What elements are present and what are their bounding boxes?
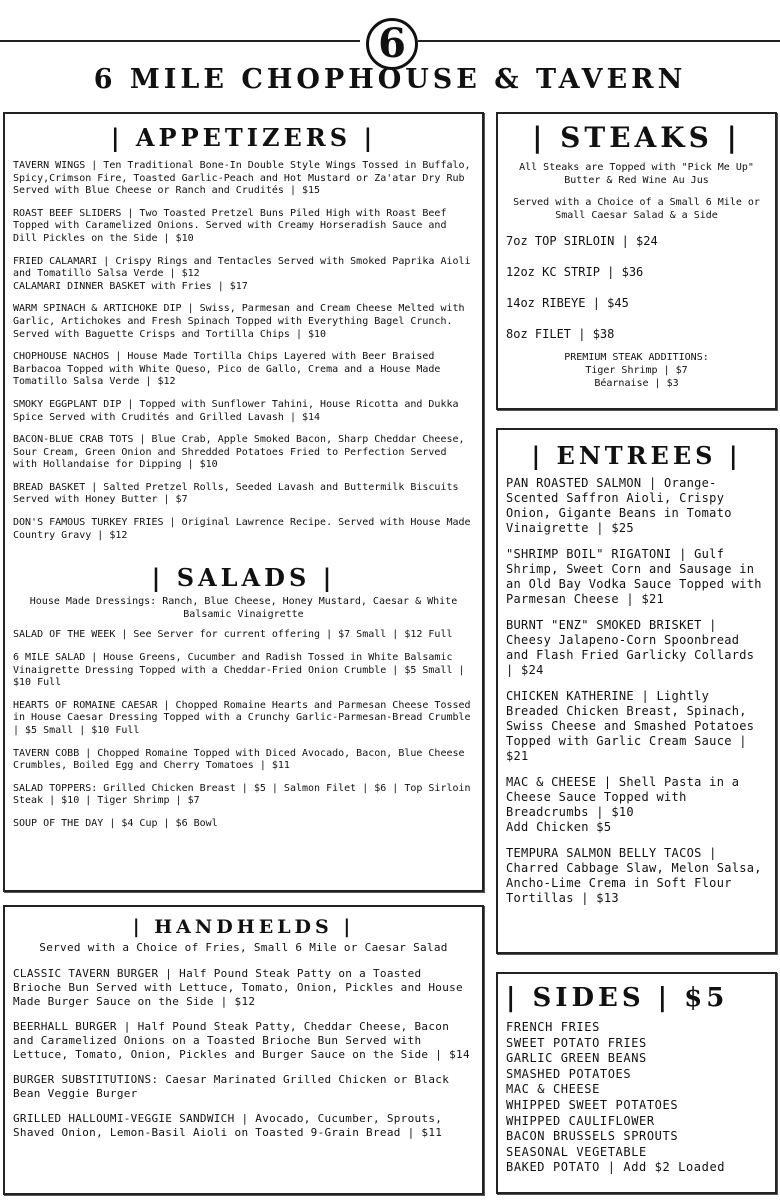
header-rule-right bbox=[418, 40, 780, 42]
handhelds-subtitle: Served with a Choice of Fries, Small 6 Mile or Caesar Salad bbox=[39, 941, 448, 954]
menu-item: SOUP OF THE DAY | $4 Cup | $6 Bowl bbox=[13, 817, 218, 829]
side-item: SEASONAL VEGETABLE bbox=[506, 1144, 647, 1159]
entrees-section bbox=[496, 428, 777, 954]
menu-item: TEMPURA SALMON BELLY TACOS | Charred Cabbage Slaw, Melon Salsa, Ancho-Lime Crema in Soft Flour Tortillas | $13 bbox=[506, 846, 762, 905]
menu-item: 6 MILE SALAD | House Greens, Cucumber and Radish Tossed in White Balsamic Vinaigrette Dressing Topped with a Cheddar-Fried Onion Crumble | $5 Small | $10 Full bbox=[13, 652, 465, 689]
steak-item: 7oz TOP SIRLOIN | $24 bbox=[506, 234, 658, 249]
menu-item: "SHRIMP BOIL" RIGATONI | Gulf Shrimp, Sweet Corn and Sausage in an Old Bay Vodka Sauce Topped with Parmesan Cheese | $21 bbox=[506, 547, 762, 606]
handhelds-section bbox=[3, 905, 484, 1195]
menu-item: Add Chicken $5 bbox=[506, 820, 612, 834]
menu-item: BREAD BASKET | Salted Pretzel Rolls, Seeded Lavash and Buttermilk Biscuits Served with Honey Butter | $7 bbox=[13, 481, 459, 506]
menu-item: SALAD OF THE WEEK | See Server for current offering | $7 Small | $12 Full bbox=[13, 629, 453, 641]
menu-item: BURGER SUBSTITUTIONS: Caesar Marinated Grilled Chicken or Black Bean Veggie Burger bbox=[13, 1073, 450, 1100]
menu-item: ROAST BEEF SLIDERS | Two Toasted Pretzel Buns Piled High with Roast Beef Topped with Caramelized Onions. Served with Creamy Horseradish Sauce and Dill Pickles on the Side | $10 bbox=[13, 207, 447, 244]
menu-item: TAVERN COBB | Chopped Romaine Topped with Diced Avocado, Bacon, Blue Cheese Crumbles, Boiled Egg and Cherry Tomatoes | $11 bbox=[13, 747, 465, 772]
salads-title: | SALADS | bbox=[151, 563, 336, 593]
steak-item: 14oz RIBEYE | $45 bbox=[506, 296, 629, 311]
menu-item: CHICKEN KATHERINE | Lightly Breaded Chicken Breast, Spinach, Swiss Cheese and Smashed Potatoes Topped with Garlic Cream Sauce | $21 bbox=[506, 689, 755, 763]
restaurant-title: 6 MILE CHOPHOUSE & TAVERN bbox=[93, 64, 687, 95]
menu-header bbox=[0, 0, 780, 110]
salad-dressings-note: House Made Dressings: Ranch, Blue Cheese, Honey Mustard, Caesar & White Balsamic Vinaigrette bbox=[29, 596, 458, 620]
menu-item: BURNT "ENZ" SMOKED BRISKET | Cheesy Jalapeno-Corn Spoonbread and Flash Fried Garlicky Collards | $24 bbox=[506, 618, 755, 677]
steaks-note-butter: All Steaks are Topped with "Pick Me Up" Butter & Red Wine Au Jus bbox=[519, 162, 754, 186]
side-item: SWEET POTATO FRIES bbox=[506, 1035, 647, 1050]
menu-item: TAVERN WINGS | Ten Traditional Bone-In Double Style Wings Tossed in Buffalo, Spicy,Crimson Fire, Toasted Garlic-Peach and Hot Mustard or Za'atar Dry Rub Served with Blue Cheese or Ranch and Crudités | $15 bbox=[13, 160, 471, 197]
steak-addition: Tiger Shrimp | $7 bbox=[585, 364, 688, 376]
side-item: MAC & CHEESE bbox=[506, 1082, 600, 1097]
steaks-note-served: Served with a Choice of a Small 6 Mile or Small Caesar Salad & a Side bbox=[513, 197, 760, 221]
steak-additions-title: PREMIUM STEAK ADDITIONS: bbox=[564, 352, 709, 364]
side-item: GARLIC GREEN BEANS bbox=[506, 1051, 647, 1066]
side-item: WHIPPED SWEET POTATOES bbox=[506, 1097, 679, 1112]
menu-item: MAC & CHEESE | Shell Pasta in a Cheese Sauce Topped with Breadcrumbs | $10 bbox=[506, 775, 740, 819]
steak-item: 8oz FILET | $38 bbox=[506, 327, 615, 342]
menu-item: DON'S FAMOUS TURKEY FRIES | Original Lawrence Recipe. Served with House Made Country Gravy | $12 bbox=[13, 517, 471, 541]
side-item: SMASHED POTATOES bbox=[506, 1066, 632, 1081]
menu-item: PAN ROASTED SALMON | Orange-Scented Saffron Aioli, Crispy Onion, Gigante Beans in Tomato Vinaigrette | $25 bbox=[506, 476, 732, 535]
sides-title: | SIDES | $5 bbox=[506, 983, 729, 1013]
entrees-title: | ENTREES | bbox=[531, 441, 742, 470]
steak-addition: Béarnaise | $3 bbox=[594, 377, 679, 389]
side-item: WHIPPED CAULIFLOWER bbox=[506, 1113, 655, 1128]
menu-item: FRIED CALAMARI | Crispy Rings and Tentacles Served with Smoked Paprika Aioli and Tomatillo Salsa Verde | $12 bbox=[13, 255, 471, 280]
steaks-section bbox=[496, 112, 777, 410]
menu-item: SMOKY EGGPLANT DIP | Topped with Sunflower Tahini, House Ricotta and Dukka Spice Served with Crudités and Grilled Lavash | $14 bbox=[13, 398, 459, 423]
steaks-title: | STEAKS | bbox=[532, 121, 741, 154]
menu-item: WARM SPINACH & ARTICHOKE DIP | Swiss, Parmesan and Cream Cheese Melted with Garlic, Artichokes and Fresh Spinach Topped with Everything Bagel Crunch. Served with Baguette Crisps and Tortilla Chips | $10 bbox=[13, 303, 465, 340]
side-item: FRENCH FRIES bbox=[506, 1020, 600, 1034]
appetizers-salads-section bbox=[3, 112, 484, 892]
sides-section bbox=[496, 972, 777, 1194]
menu-item: GRILLED HALLOUMI-VEGGIE SANDWICH | Avocado, Cucumber, Sprouts, Shaved Onion, Lemon-Basil Aioli on Toasted 9-Grain Bread | $11 bbox=[13, 1112, 443, 1139]
menu-item: CALAMARI DINNER BASKET with Fries | $17 bbox=[13, 280, 248, 292]
side-item: BACON BRUSSELS SPROUTS bbox=[506, 1129, 679, 1144]
menu-item: CLASSIC TAVERN BURGER | Half Pound Steak Patty on a Toasted Brioche Bun Served with Lettuce, Tomato, Onion, Pickles and House Made Burger Sauce on the Side | $12 bbox=[13, 967, 463, 1008]
appetizers-title: | APPETIZERS | bbox=[110, 123, 377, 152]
header-rule-left bbox=[0, 40, 360, 42]
menu-item: SALAD TOPPERS: Grilled Chicken Breast | $5 | Salmon Filet | $6 | Top Sirloin Steak | $10 | Tiger Shrimp | $7 bbox=[13, 782, 471, 807]
steak-item: 12oz KC STRIP | $36 bbox=[506, 265, 644, 280]
menu-item: BACON-BLUE CRAB TOTS | Blue Crab, Apple Smoked Bacon, Sharp Cheddar Cheese, Sour Cream, Green Onion and Shredded Potatoes Fried to Perfection Served with Hollandaise for Dipping | $10 bbox=[13, 434, 465, 471]
side-item: BAKED POTATO | Add $2 Loaded bbox=[506, 1160, 726, 1175]
handhelds-title: | HANDHELDS | bbox=[132, 916, 355, 938]
menu-item: CHOPHOUSE NACHOS | House Made Tortilla Chips Layered with Beer Braised Barbacoa Topped with White Queso, Pico de Gallo, Crema and a House Made Tomatillo Salsa Verde | $12 bbox=[13, 351, 441, 388]
menu-item: HEARTS OF ROMAINE CAESAR | Chopped Romaine Hearts and Parmesan Cheese Tossed in House Caesar Dressing Topped with a Crunchy Garlic-Parmesan-Bread Crumble | $5 Small | $10 Full bbox=[13, 699, 471, 736]
menu-item: BEERHALL BURGER | Half Pound Steak Patty, Cheddar Cheese, Bacon and Caramelized Onions on a Toasted Brioche Bun Served with Lettuce, Tomato, Onion, Pickles and Burger Sauce on the Side | $14 bbox=[13, 1020, 470, 1061]
restaurant-logo: 6 bbox=[366, 18, 418, 70]
